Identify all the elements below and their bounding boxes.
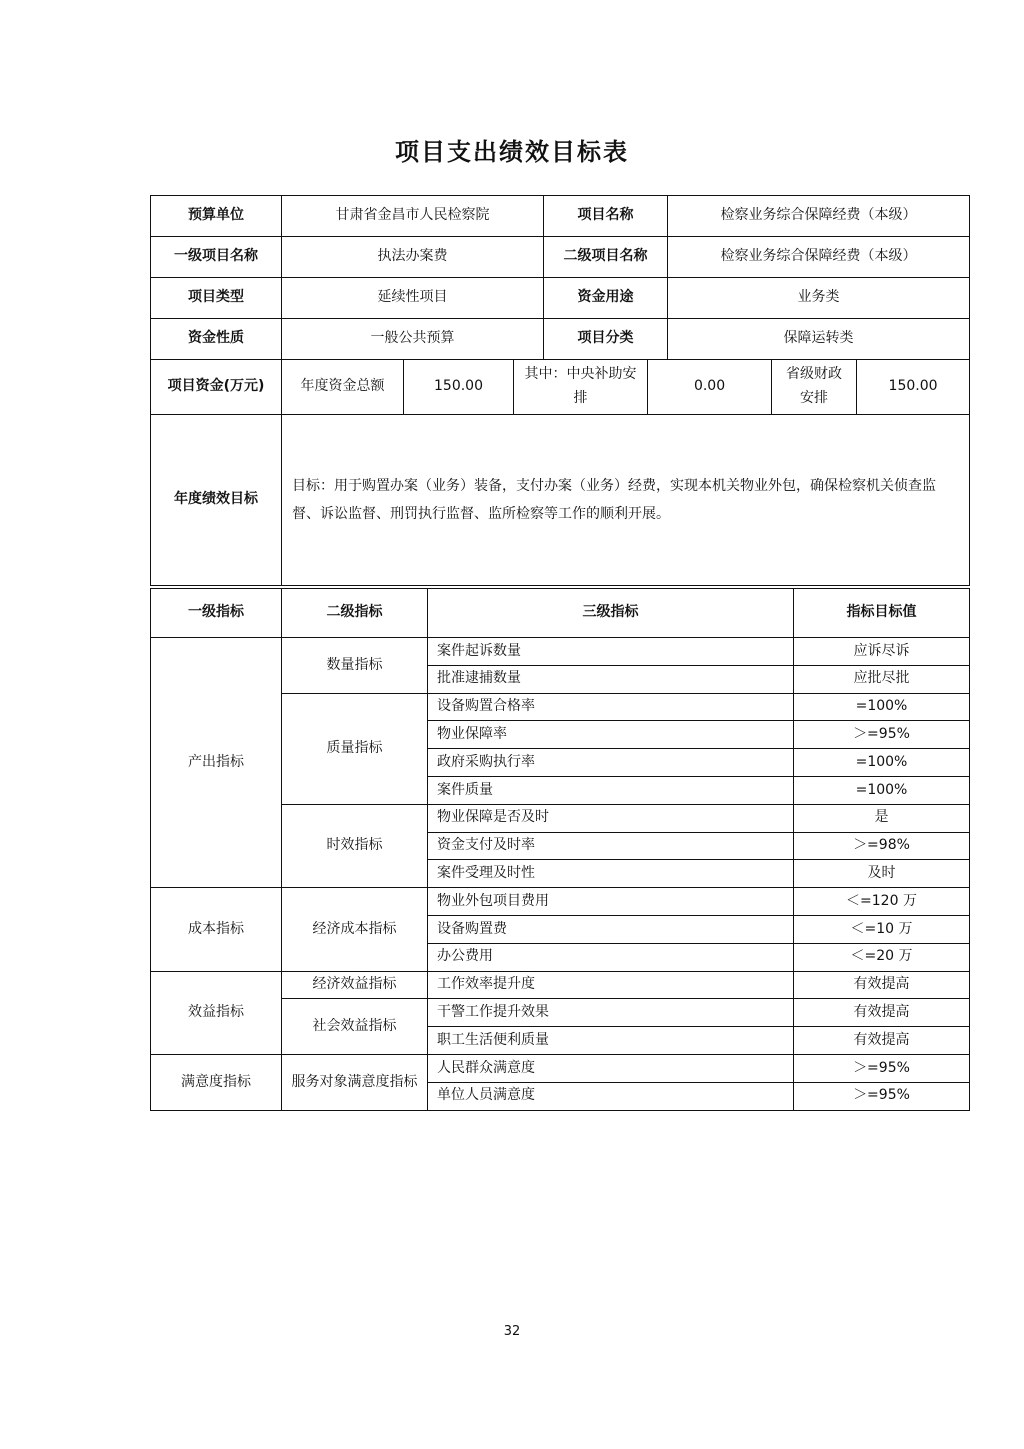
level2-indicator: 数量指标 [282, 638, 428, 694]
page-number: 32 [503, 1324, 521, 1339]
level3-indicator: 工作效率提升度 [428, 971, 794, 999]
level2-indicator: 时效指标 [282, 804, 428, 887]
target-value: ＜=120 万 [794, 888, 970, 916]
project-category-label: 项目分类 [544, 319, 668, 360]
level3-indicator: 物业保障是否及时 [428, 804, 794, 832]
level2-indicator: 经济成本指标 [282, 888, 428, 971]
level3-indicator: 设备购置合格率 [428, 693, 794, 721]
fund-nature-label: 资金性质 [151, 319, 282, 360]
target-value: 应诉尽诉 [794, 638, 970, 666]
level1-indicator: 产出指标 [151, 638, 282, 888]
project-type-label: 项目类型 [151, 278, 282, 319]
level2-project-label: 二级项目名称 [544, 237, 668, 278]
target-value: 有效提高 [794, 999, 970, 1027]
annual-total-label: 年度资金总额 [282, 360, 404, 415]
project-name-value: 检察业务综合保障经费（本级） [668, 196, 970, 237]
indicators-header-row [151, 589, 970, 638]
level3-indicator: 案件受理及时性 [428, 860, 794, 888]
level2-project-value: 检察业务综合保障经费（本级） [668, 237, 970, 278]
indicator-row [151, 888, 970, 916]
level3-indicator: 批准逮捕数量 [428, 665, 794, 693]
annual-goal-label: 年度绩效目标 [151, 415, 282, 586]
project-type-value: 延续性项目 [282, 278, 544, 319]
provincial-fund-value: 150.00 [857, 360, 970, 415]
target-value: =100% [794, 693, 970, 721]
project-info-table [150, 195, 970, 586]
target-value: ＞=95% [794, 721, 970, 749]
row-annual-goal [151, 415, 970, 586]
central-subsidy-value: 0.00 [648, 360, 772, 415]
fund-use-label: 资金用途 [544, 278, 668, 319]
level3-indicator: 物业外包项目费用 [428, 888, 794, 916]
level2-indicator: 质量指标 [282, 693, 428, 804]
budget-unit-value: 甘肃省金昌市人民检察院 [282, 196, 544, 237]
indicator-row [151, 638, 970, 666]
level3-indicator: 资金支付及时率 [428, 832, 794, 860]
row-fund-nature [151, 319, 970, 360]
level3-indicator: 案件质量 [428, 776, 794, 804]
row-project-funds [151, 360, 970, 415]
target-value: 应批尽批 [794, 665, 970, 693]
level3-indicator: 职工生活便利质量 [428, 1027, 794, 1055]
level2-indicator: 社会效益指标 [282, 999, 428, 1055]
fund-nature-value: 一般公共预算 [282, 319, 544, 360]
level1-indicator: 效益指标 [151, 971, 282, 1054]
level3-indicator: 设备购置费 [428, 915, 794, 943]
row-budget-unit [151, 196, 970, 237]
fund-use-value: 业务类 [668, 278, 970, 319]
target-value: 有效提高 [794, 1027, 970, 1055]
target-value: ＞=95% [794, 1054, 970, 1082]
target-value: ＜=10 万 [794, 915, 970, 943]
budget-unit-label: 预算单位 [151, 196, 282, 237]
indicator-row [151, 971, 970, 999]
indicator-row [151, 1054, 970, 1082]
indicators-table [150, 588, 970, 1111]
project-funds-label: 项目资金(万元) [151, 360, 282, 415]
target-value: ＜=20 万 [794, 943, 970, 971]
target-value: 及时 [794, 860, 970, 888]
level1-indicator: 满意度指标 [151, 1054, 282, 1110]
target-value: ＞=95% [794, 1082, 970, 1110]
level2-indicator: 经济效益指标 [282, 971, 428, 999]
annual-goal-text: 目标：用于购置办案（业务）装备，支付办案（业务）经费，实现本机关物业外包，确保检察机关侦查监督、诉讼监督、刑罚执行监督、监所检察等工作的顺利开展。 [282, 415, 970, 586]
level2-indicator: 服务对象满意度指标 [282, 1054, 428, 1110]
page-title: 项目支出绩效目标表 [395, 138, 629, 166]
header-level3: 三级指标 [428, 589, 794, 638]
header-level2: 二级指标 [282, 589, 428, 638]
level3-indicator: 干警工作提升效果 [428, 999, 794, 1027]
target-value: ＞=98% [794, 832, 970, 860]
level3-indicator: 案件起诉数量 [428, 638, 794, 666]
header-target: 指标目标值 [794, 589, 970, 638]
target-value: =100% [794, 749, 970, 777]
project-name-label: 项目名称 [544, 196, 668, 237]
level3-indicator: 政府采购执行率 [428, 749, 794, 777]
project-category-value: 保障运转类 [668, 319, 970, 360]
level1-indicator: 成本指标 [151, 888, 282, 971]
row-level1-project [151, 237, 970, 278]
level1-project-value: 执法办案费 [282, 237, 544, 278]
central-subsidy-label: 其中：中央补助安排 [514, 360, 648, 415]
header-level1: 一级指标 [151, 589, 282, 638]
target-value: 是 [794, 804, 970, 832]
provincial-fund-label: 省级财政安排 [772, 360, 857, 415]
target-value: 有效提高 [794, 971, 970, 999]
annual-total-value: 150.00 [404, 360, 514, 415]
level3-indicator: 物业保障率 [428, 721, 794, 749]
level3-indicator: 人民群众满意度 [428, 1054, 794, 1082]
target-value: =100% [794, 776, 970, 804]
row-project-type [151, 278, 970, 319]
level3-indicator: 单位人员满意度 [428, 1082, 794, 1110]
level3-indicator: 办公费用 [428, 943, 794, 971]
level1-project-label: 一级项目名称 [151, 237, 282, 278]
